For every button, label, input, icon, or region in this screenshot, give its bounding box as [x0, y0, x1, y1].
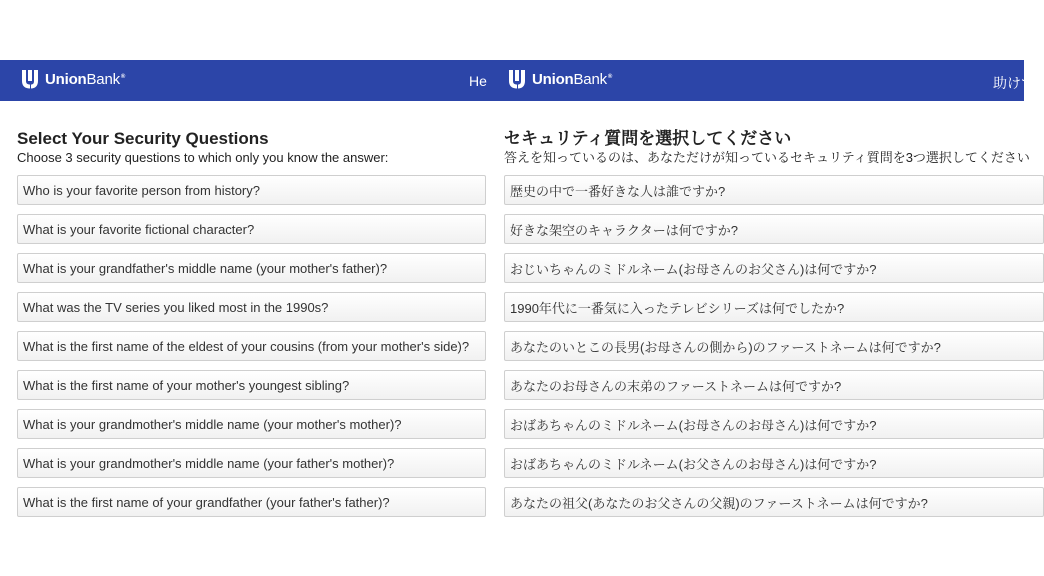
header-bar: [496, 60, 1035, 101]
content-area: [504, 129, 1030, 517]
help-link[interactable]: 助けて: [993, 75, 1035, 91]
brand-light: Bank: [86, 70, 120, 88]
english-panel: [0, 60, 496, 510]
question-option[interactable]: おばあちゃんのミドルネーム(お母さんのお母さん)は何ですか?: [504, 409, 1044, 439]
question-option[interactable]: あなたの祖父(あなたのお父さんの父親)のファーストネームは何ですか?: [504, 487, 1044, 517]
brand-bold: Union: [532, 70, 574, 88]
brand-light: Bank: [573, 70, 607, 88]
question-option[interactable]: What is your grandfather's middle name (your mother's father)?: [17, 253, 486, 283]
question-option[interactable]: あなたのお母さんの末弟のファーストネームは何ですか?: [504, 370, 1044, 400]
brand-name: [532, 71, 612, 88]
question-option[interactable]: What is your grandmother's middle name (your father's mother)?: [17, 448, 486, 478]
question-option[interactable]: あなたのいとこの長男(お母さんの側から)のファーストネームは何ですか?: [504, 331, 1044, 361]
unionbank-u-logo-icon: [508, 69, 526, 89]
page-subtitle: 答えを知っているのは、あなただけが知っているセキュリティ質問を3つ選択してください: [504, 150, 1030, 165]
page-title: セキュリティ質問を選択してください: [504, 129, 792, 148]
unionbank-logo[interactable]: [21, 69, 125, 89]
brand-name: [45, 71, 125, 88]
question-list: [504, 175, 1024, 517]
page-title: Select Your Security Questions: [17, 129, 269, 148]
question-list: [17, 175, 496, 517]
question-option[interactable]: Who is your favorite person from history?: [17, 175, 486, 205]
question-option[interactable]: What is your favorite fictional character?: [17, 214, 486, 244]
brand-tm: ®: [607, 73, 613, 80]
unionbank-u-logo-icon: [21, 69, 39, 89]
brand-tm: ®: [120, 73, 126, 80]
page-subtitle: Choose 3 security questions to which only you know the answer:: [17, 150, 389, 165]
unionbank-logo[interactable]: [508, 69, 612, 89]
question-option[interactable]: 好きな架空のキャラクターは何ですか?: [504, 214, 1044, 244]
header-bar: [0, 60, 496, 101]
question-option[interactable]: What was the TV series you liked most in the 1990s?: [17, 292, 486, 322]
question-option[interactable]: What is your grandmother's middle name (your mother's mother)?: [17, 409, 486, 439]
question-option[interactable]: What is the first name of your grandfather (your father's father)?: [17, 487, 486, 517]
question-option[interactable]: おばあちゃんのミドルネーム(お父さんのお母さん)は何ですか?: [504, 448, 1044, 478]
question-option[interactable]: What is the first name of your mother's youngest sibling?: [17, 370, 486, 400]
question-option[interactable]: 歴史の中で一番好きな人は誰ですか?: [504, 175, 1044, 205]
japanese-panel: [496, 60, 1035, 511]
question-option[interactable]: おじいちゃんのミドルネーム(お母さんのお父さん)は何ですか?: [504, 253, 1044, 283]
brand-bold: Union: [45, 70, 87, 88]
content-area: [17, 129, 496, 517]
help-link[interactable]: He: [469, 73, 487, 89]
question-option[interactable]: 1990年代に一番気に入ったテレビシリーズは何でしたか?: [504, 292, 1044, 322]
question-option[interactable]: What is the first name of the eldest of your cousins (from your mother's side)?: [17, 331, 486, 361]
